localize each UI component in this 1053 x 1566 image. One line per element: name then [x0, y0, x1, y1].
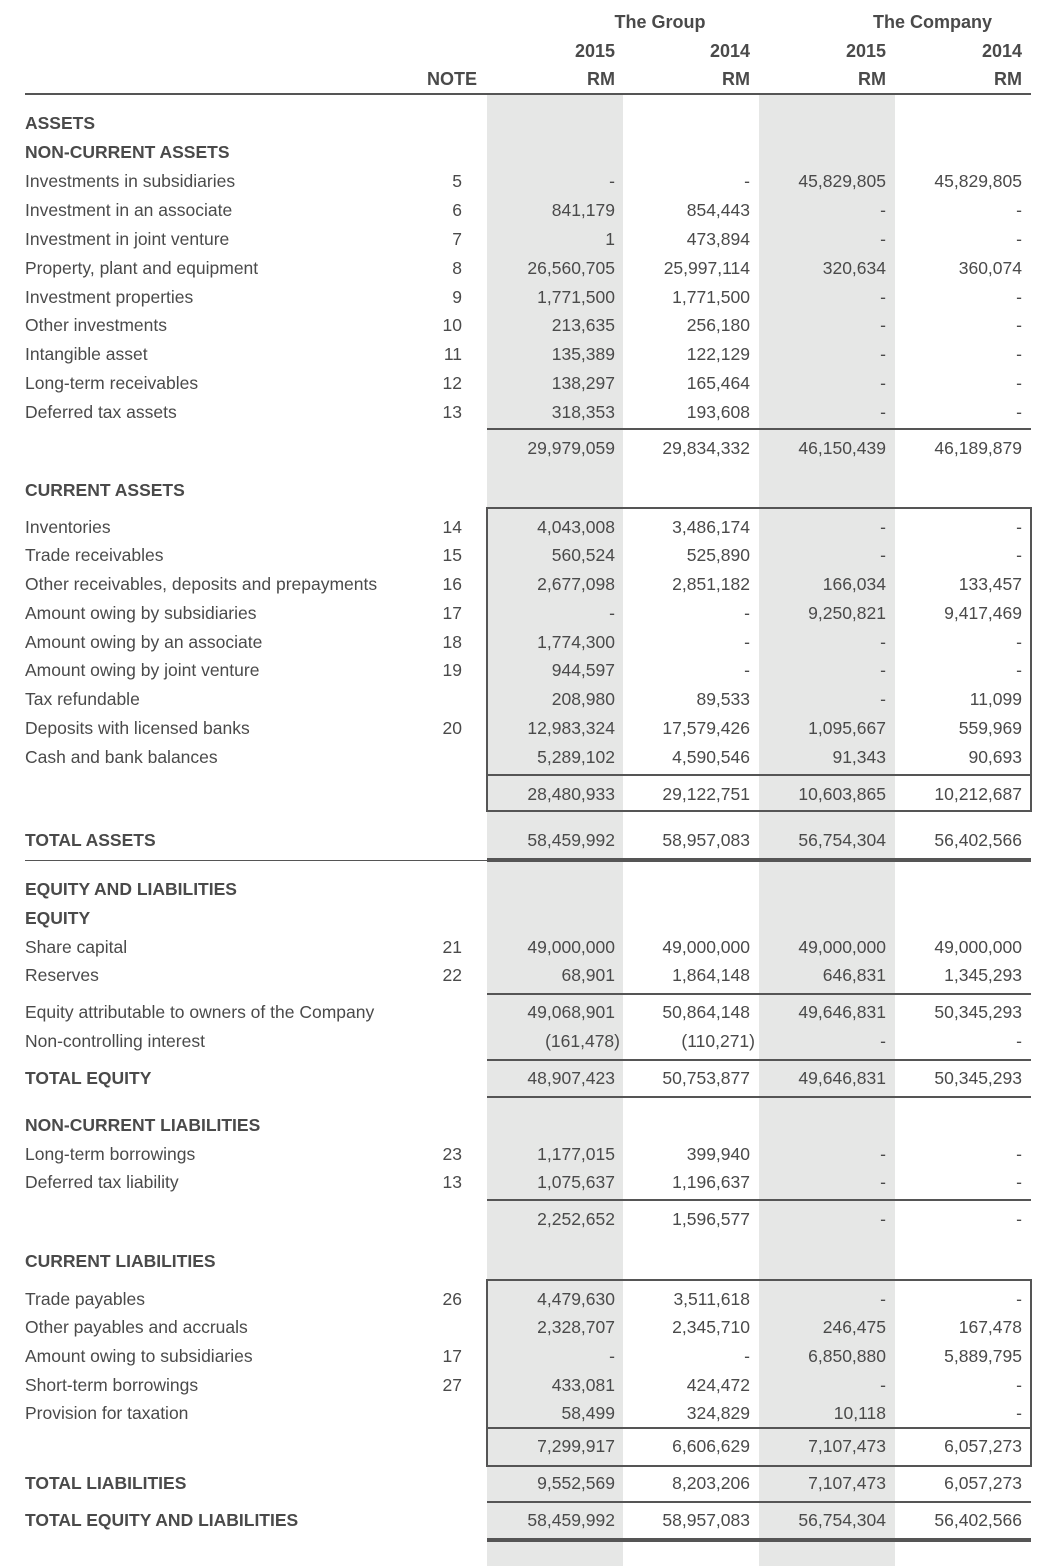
table-row: Provision for taxation 58,499 324,829 10,118 - — [25, 1403, 1022, 1423]
total-double-rule — [487, 858, 1031, 862]
subtotal-rule — [487, 428, 1031, 430]
subtotal-rule — [487, 774, 1031, 776]
table-row: Other receivables, deposits and prepayments 16 2,677,098 2,851,182 166,034 133,457 — [25, 574, 1022, 594]
table-row: Amount owing by joint venture 19 944,597 - - - — [25, 660, 1022, 680]
equity-attributable-row: Equity attributable to owners of the Company 49,068,901 50,864,148 49,646,831 50,345,293 — [25, 1002, 1022, 1022]
total-liabilities-row: TOTAL LIABILITIES 9,552,569 8,203,206 7,107,473 6,057,273 — [25, 1473, 1022, 1493]
subtotal-row-non-current-assets: 29,979,059 29,834,332 46,150,439 46,189,879 — [527, 438, 1022, 458]
table-row: Deposits with licensed banks 20 12,983,324 17,579,426 1,095,667 559,969 — [25, 718, 1022, 738]
year-group-2014: 2014 — [709, 41, 750, 61]
total-equity-and-liabilities-row: TOTAL EQUITY AND LIABILITIES 58,459,992 58,957,083 56,754,304 56,402,566 — [25, 1510, 1022, 1530]
currency-group-2014: RM — [722, 69, 750, 89]
table-row: Investment in joint venture 7 1 473,894 - - — [25, 229, 1022, 249]
subtotal-rule — [487, 1199, 1031, 1201]
table-row: Long-term receivables 12 138,297 165,464 - - — [25, 373, 1022, 393]
year-company-2014: 2014 — [981, 41, 1022, 61]
company-header: The Company — [872, 12, 992, 32]
table-row: Investment properties 9 1,771,500 1,771,500 - - — [25, 287, 1022, 307]
currency-group-2015: RM — [587, 69, 615, 89]
table-row: Long-term borrowings 23 1,177,015 399,940 - - — [25, 1144, 1022, 1164]
table-row: Other payables and accruals 2,328,707 2,345,710 246,475 167,478 — [25, 1317, 1022, 1337]
note-header: NOTE — [426, 69, 477, 89]
section-heading: NON-CURRENT ASSETS — [25, 142, 230, 162]
table-row: Deferred tax liability 13 1,075,637 1,196,637 - - — [25, 1172, 1022, 1192]
table-row: Property, plant and equipment 8 26,560,705 25,997,114 320,634 360,074 — [25, 258, 1022, 278]
table-row: Other investments 10 213,635 256,180 - - — [25, 315, 1022, 335]
section-heading: CURRENT ASSETS — [25, 480, 185, 500]
year-group-2015: 2015 — [574, 41, 615, 61]
table-row: Trade payables 26 4,479,630 3,511,618 - - — [25, 1289, 1022, 1309]
currency-company-2015: RM — [858, 69, 886, 89]
table-row: Cash and bank balances 5,289,102 4,590,546 91,343 90,693 — [25, 747, 1022, 767]
table-row: Short-term borrowings 27 433,081 424,472 - - — [25, 1375, 1022, 1395]
table-row: Trade receivables 15 560,524 525,890 - - — [25, 545, 1022, 565]
subtotal-rule — [487, 1096, 1031, 1098]
section-heading: EQUITY AND LIABILITIES — [25, 879, 237, 899]
table-row: Deferred tax assets 13 318,353 193,608 - - — [25, 402, 1022, 422]
header-rule — [25, 93, 1031, 95]
subtotal-row-current-assets: 28,480,933 29,122,751 10,603,865 10,212,687 — [527, 784, 1022, 804]
table-row: Investment in an associate 6 841,179 854,443 - - — [25, 200, 1022, 220]
table-row: Inventories 14 4,043,008 3,486,174 - - — [25, 517, 1022, 537]
non-controlling-interest-row: Non-controlling interest (161,478) (110,271) - - — [25, 1031, 1022, 1051]
group-header: The Group — [614, 12, 706, 32]
subtotal-rule — [487, 1501, 1031, 1503]
subtotal-rule — [487, 1059, 1031, 1061]
total-equity-row: TOTAL EQUITY 48,907,423 50,753,877 49,646,831 50,345,293 — [25, 1068, 1022, 1088]
section-heading: ASSETS — [25, 113, 96, 133]
table-row: Intangible asset 11 135,389 122,129 - - — [25, 344, 1022, 364]
section-heading: EQUITY — [25, 908, 91, 928]
section-heading: NON-CURRENT LIABILITIES — [25, 1115, 261, 1135]
subtotal-row-current-liabilities: 7,299,917 6,606,629 7,107,473 6,057,273 — [537, 1436, 1022, 1456]
currency-company-2014: RM — [994, 69, 1022, 89]
total-assets-row: TOTAL ASSETS 58,459,992 58,957,083 56,754,304 56,402,566 — [25, 830, 1022, 850]
subtotal-row-non-current-liabilities: 2,252,652 1,596,577 - - — [537, 1209, 1022, 1229]
subtotal-rule — [487, 993, 1031, 995]
table-row: Share capital 21 49,000,000 49,000,000 49,000,000 49,000,000 — [25, 937, 1022, 957]
year-company-2015: 2015 — [845, 41, 886, 61]
table-row: Reserves 22 68,901 1,864,148 646,831 1,345,293 — [25, 965, 1022, 985]
table-row: Amount owing to subsidiaries 17 - - 6,850,880 5,889,795 — [25, 1346, 1022, 1366]
total-double-rule — [487, 1538, 1031, 1542]
section-divider — [25, 860, 487, 861]
table-row: Investments in subsidiaries 5 - - 45,829,805 45,829,805 — [25, 171, 1022, 191]
table-row: Amount owing by subsidiaries 17 - - 9,250,821 9,417,469 — [25, 603, 1022, 623]
table-row: Amount owing by an associate 18 1,774,300 - - - — [25, 632, 1022, 652]
table-row: Tax refundable 208,980 89,533 - 11,099 — [25, 689, 1022, 709]
section-heading: CURRENT LIABILITIES — [25, 1251, 216, 1271]
